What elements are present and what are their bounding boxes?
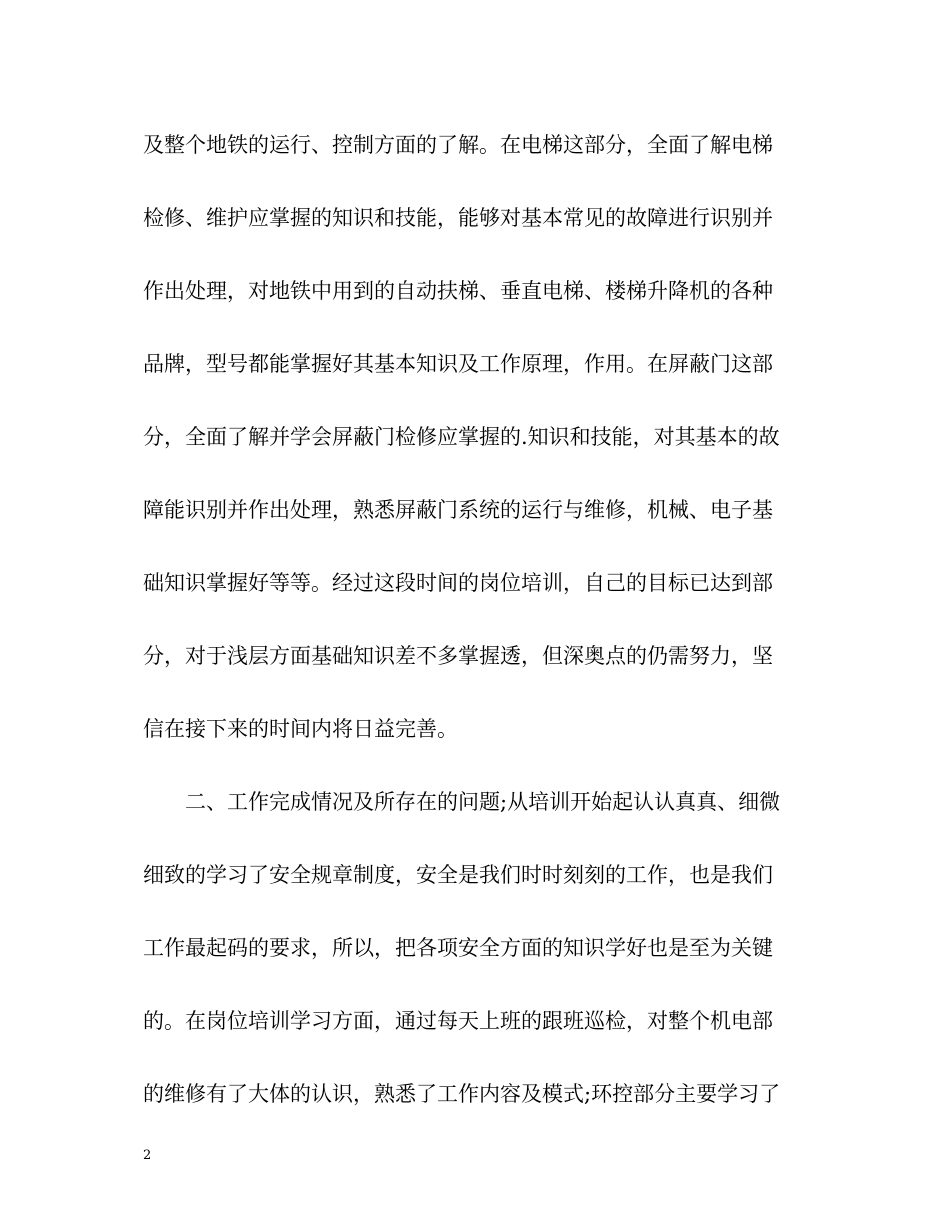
text-line: 信在接下来的时间内将日益完善。 xyxy=(143,717,458,741)
text-line: 作出处理，对地铁中用到的自动扶梯、垂直电梯、楼梯升降机的各种 xyxy=(143,279,773,303)
text-line: 分，对于浅层方面基础知识差不多掌握透，但深奥点的仍需努力，坚 xyxy=(143,644,773,668)
page-number: 2 xyxy=(143,1148,152,1163)
text-line: 细致的学习了安全规章制度，安全是我们时时刻刻的工作，也是我们 xyxy=(143,863,773,887)
text-line: 品牌，型号都能掌握好其基本知识及工作原理，作用。在屏蔽门这部 xyxy=(143,352,773,376)
body-text xyxy=(143,125,808,1147)
text-line: 及整个地铁的运行、控制方面的了解。在电梯这部分，全面了解电梯 xyxy=(143,133,773,157)
text-line: 工作最起码的要求，所以，把各项安全方面的知识学好也是至为关键 xyxy=(143,936,773,960)
text-line: 的维修有了大体的认识，熟悉了工作内容及模式;环控部分主要学习了 xyxy=(143,1082,781,1106)
text-line: 分，全面了解并学会屏蔽门检修应掌握的.知识和技能，对其基本的故 xyxy=(143,425,780,449)
text-line: 二、工作完成情况及所存在的问题;从培训开始起认认真真、细微 xyxy=(185,790,781,814)
text-line: 检修、维护应掌握的知识和技能，能够对基本常见的故障进行识别并 xyxy=(143,206,773,230)
text-line: 的。在岗位培训学习方面，通过每天上班的跟班巡检，对整个机电部 xyxy=(143,1009,773,1033)
text-line: 障能识别并作出处理，熟悉屏蔽门系统的运行与维修，机械、电子基 xyxy=(143,498,773,522)
text-line: 础知识掌握好等等。经过这段时间的岗位培训，自己的目标已达到部 xyxy=(143,571,773,595)
